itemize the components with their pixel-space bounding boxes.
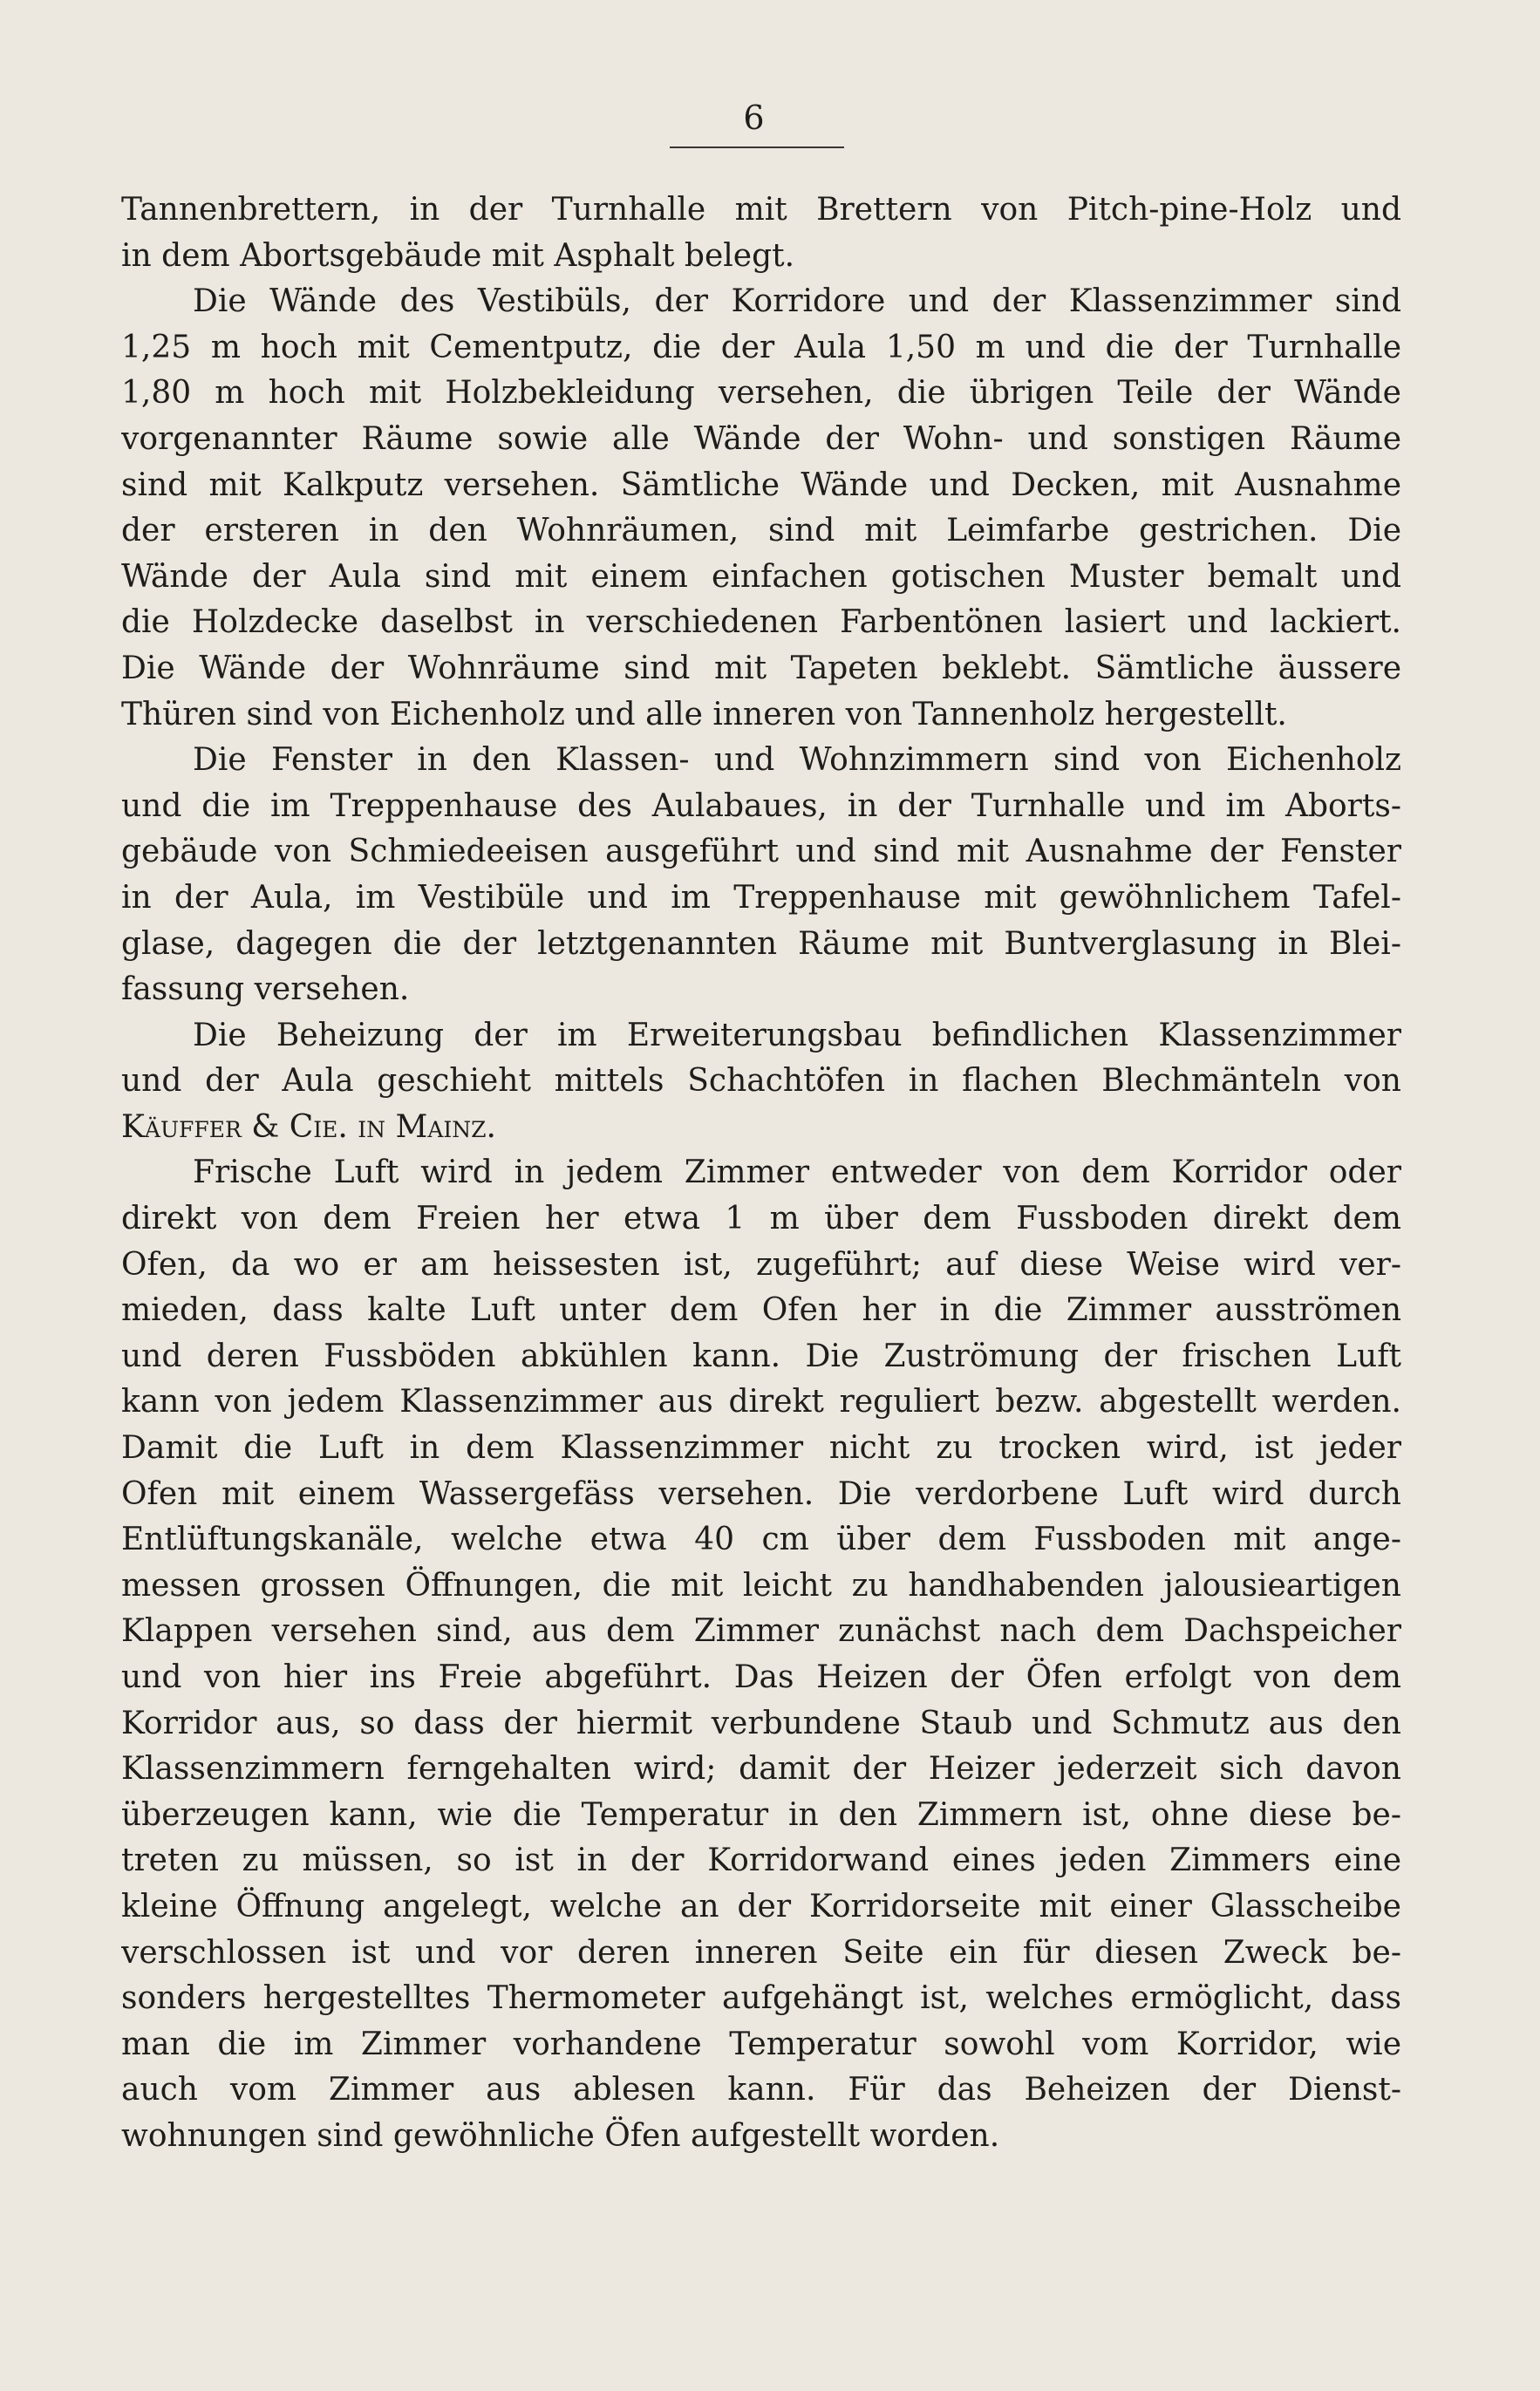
text-line: sind mit Kalkputz versehen. Sämtliche Wände und Decken, mit Ausnahme	[121, 467, 1401, 503]
text-line: Entlüftungskanäle, welche etwa 40 cm über dem Fussboden mit ange-	[121, 1522, 1401, 1558]
page-number-rule	[670, 146, 844, 148]
text-line: sonders hergestelltes Thermometer aufgehängt ist, welches ermöglicht, dass	[121, 1980, 1401, 2017]
text-line: Klappen versehen sind, aus dem Zimmer zunächst nach dem Dachspeicher	[121, 1613, 1401, 1650]
text-line: vorgenannter Räume sowie alle Wände der Wohn- und sonstigen Räume	[121, 420, 1401, 457]
text-line: die Holzdecke daselbst in verschiedenen Farbentönen lasiert und lackiert.	[121, 604, 1401, 641]
page-number: 6	[743, 99, 766, 137]
text-line: Die Wände der Wohnräume sind mit Tapeten beklebt. Sämtliche äussere	[121, 650, 1401, 686]
text-line: man die im Zimmer vorhandene Temperatur sowohl vom Korridor, wie	[121, 2026, 1401, 2062]
text-line: Wände der Aula sind mit einem einfachen gotischen Muster bemalt und	[121, 558, 1401, 595]
text-line: gebäude von Schmiedeeisen ausgeführt und sind mit Ausnahme der Fenster	[121, 834, 1401, 870]
text-line: Die Beheizung der im Erweiterungsbau befindlichen Klassenzimmer	[193, 1017, 1401, 1053]
text-line: Die Fenster in den Klassen- und Wohnzimmern sind von Eichenholz	[193, 742, 1401, 779]
text-line: und von hier ins Freie abgeführt. Das Heizen der Öfen erfolgt von dem	[121, 1659, 1401, 1695]
text-line: verschlossen ist und vor deren inneren Seite ein für diesen Zweck be-	[121, 1934, 1401, 1971]
text-line: 1,80 m hoch mit Holzbekleidung versehen, die übrigen Teile der Wände	[121, 375, 1401, 412]
text-line: glase, dagegen die der letztgenannten Räume mit Buntverglasung in Blei-	[121, 925, 1401, 962]
text-line: der ersteren in den Wohnräumen, sind mit Leimfarbe gestrichen. Die	[121, 513, 1401, 549]
text-line: in der Aula, im Vestibüle und im Treppenhause mit gewöhnlichem Tafel-	[121, 879, 1401, 916]
text-line: auch vom Zimmer aus ablesen kann. Für das Beheizen der Dienst-	[121, 2072, 1401, 2108]
text-line: Frische Luft wird in jedem Zimmer entweder von dem Korridor oder	[193, 1155, 1401, 1191]
text-line: und deren Fussböden abkühlen kann. Die Zuströmung der frischen Luft	[121, 1338, 1401, 1374]
text-line: Tannenbrettern, in der Turnhalle mit Brettern von Pitch-pine-Holz und	[121, 192, 1401, 228]
text-line: kann von jedem Klassenzimmer aus direkt reguliert bezw. abgestellt werden.	[121, 1384, 1401, 1420]
text-line: treten zu müssen, so ist in der Korridorwand eines jeden Zimmers eine	[121, 1843, 1401, 1879]
text-line: direkt von dem Freien her etwa 1 m über dem Fussboden direkt dem	[121, 1201, 1401, 1237]
text-line: mieden, dass kalte Luft unter dem Ofen her in die Zimmer ausströmen	[121, 1292, 1401, 1329]
text-line: wohnungen sind gewöhnliche Öfen aufgestellt worden.	[121, 2117, 1000, 2154]
text-line: in dem Abortsgebäude mit Asphalt belegt.	[121, 237, 795, 274]
text-line: Thüren sind von Eichenholz und alle inneren von Tannenholz hergestellt.	[121, 696, 1287, 732]
text-line: Ofen, da wo er am heissesten ist, zugeführt; auf diese Weise wird ver-	[121, 1246, 1401, 1283]
body-text	[121, 187, 1401, 2160]
text-line: kleine Öffnung angelegt, welche an der Korridorseite mit einer Glasscheibe	[121, 1888, 1401, 1924]
text-line: überzeugen kann, wie die Temperatur in den Zimmern ist, ohne diese be-	[121, 1796, 1401, 1833]
text-line: Ofen mit einem Wassergefäss versehen. Die verdorbene Luft wird durch	[121, 1475, 1401, 1512]
text-line: messen grossen Öffnungen, die mit leicht zu handhabenden jalousieartigen	[121, 1567, 1401, 1604]
text-line: und der Aula geschieht mittels Schachtöfen in flachen Blechmänteln von	[121, 1063, 1401, 1100]
text-line: Damit die Luft in dem Klassenzimmer nicht zu trocken wird, ist jeder	[121, 1430, 1401, 1467]
text-line: und die im Treppenhause des Aulabaues, in der Turnhalle und im Aborts-	[121, 787, 1401, 824]
text-line: fassung versehen.	[121, 971, 410, 1008]
text-line: 1,25 m hoch mit Cementputz, die der Aula 1,50 m und die der Turnhalle	[121, 329, 1401, 365]
text-line: Klassenzimmern ferngehalten wird; damit der Heizer jederzeit sich davon	[121, 1751, 1401, 1788]
text-line: Die Wände des Vestibüls, der Korridore und der Klassenzimmer sind	[193, 283, 1401, 320]
text-line: Käuffer & Cie. in Mainz.	[121, 1108, 496, 1145]
text-line: Korridor aus, so dass der hiermit verbundene Staub und Schmutz aus den	[121, 1705, 1401, 1741]
